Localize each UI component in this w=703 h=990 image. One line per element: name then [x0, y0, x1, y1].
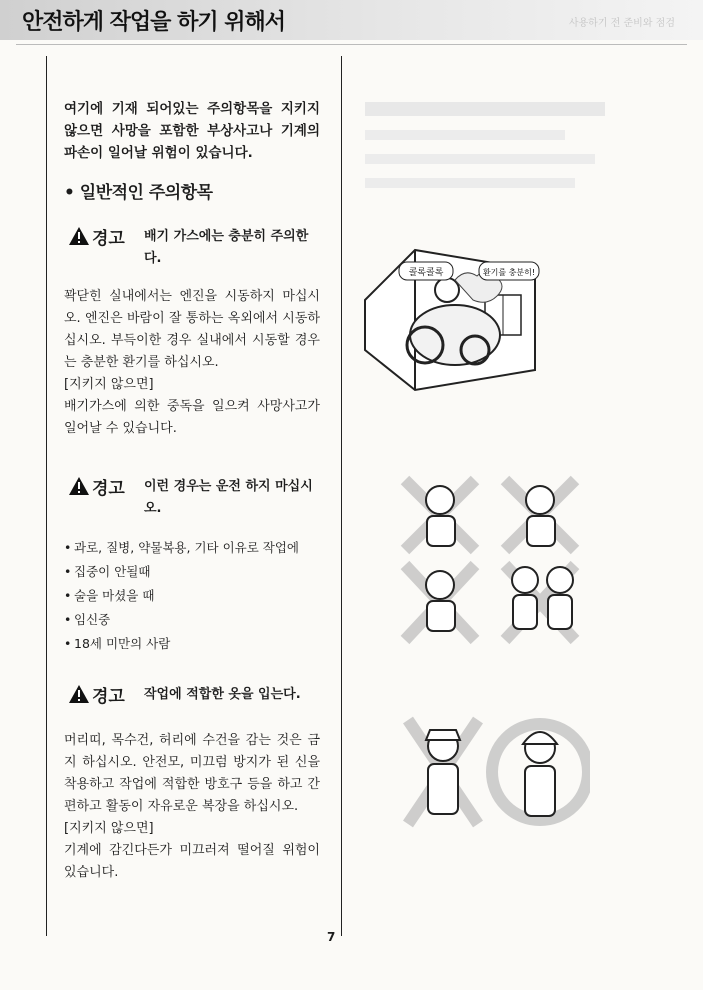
- list-item: • 임신중: [64, 608, 320, 632]
- warning-label: 경고: [92, 229, 125, 249]
- section-heading-block: [64, 178, 320, 203]
- warning-triangle-icon: [68, 476, 90, 496]
- list-item: • 과로, 질병, 약물복용, 기타 이유로 작업에: [64, 536, 320, 560]
- column-divider: [341, 56, 342, 936]
- list-item: • 집중이 안될때: [64, 560, 320, 584]
- page-number: 7: [327, 930, 336, 944]
- consequence-text: 기계에 감긴다든가 미끄러져 떨어질 위험이 있습니다.: [64, 843, 320, 880]
- warning-title: 작업에 적합한 옷을 입는다.: [144, 687, 301, 702]
- unfit-workers-illustration: [395, 470, 595, 650]
- consequence-text: 배기가스에 의한 중독을 일으켜 사망사고가 일어날 수 있습니다.: [64, 399, 320, 436]
- warning-title: 배기 가스에는 충분히 주의한다.: [144, 229, 309, 266]
- exhaust-room-illustration: [355, 240, 545, 400]
- warning-triangle-icon: [68, 226, 90, 246]
- page-title: 안전하게 작업을 하기 위해서: [22, 10, 286, 35]
- condition-list: [64, 536, 320, 656]
- list-item: • 술을 마셨을 때: [64, 584, 320, 608]
- header-ghost-text: 사용하기 전 준비와 점검: [568, 18, 675, 29]
- warning-body: 머리띠, 목수건, 허리에 수건을 감는 것은 금지 하십시오. 안전모, 미끄럼 방지가 된 신을 착용하고 작업에 적합한 방호구 등을 하고 간편하고 활동이 자유로운 복장을 하십시오.: [64, 733, 320, 814]
- bleed-through-text: [365, 98, 625, 202]
- warning-title: 이런 경우는 운전 하지 마십시오.: [144, 479, 313, 516]
- warning-3-body: [64, 730, 320, 884]
- warning-triangle-icon: [68, 684, 90, 704]
- left-margin-rule: [46, 56, 47, 936]
- list-item: • 18세 미만의 사람: [64, 632, 320, 656]
- consequence-heading: [지키지 않으면]: [64, 821, 154, 836]
- speech-bubble-cough: 콜록콜록: [408, 268, 444, 278]
- section-title: • 일반적인 주의항목: [64, 183, 213, 203]
- warning-label: 경고: [92, 687, 125, 707]
- intro-block: [64, 98, 320, 164]
- warning-body: 꽉닫힌 실내에서는 엔진을 시동하지 마십시오. 엔진은 바람이 잘 통하는 옥외에서 시동하십시오. 부득이한 경우 실내에서 시동할 경우는 충분한 환기를 하십시오.: [64, 289, 320, 370]
- consequence-heading: [지키지 않으면]: [64, 377, 154, 392]
- warning-label: 경고: [92, 479, 125, 499]
- speech-bubble-ventilate: 환기를 충분히!: [482, 268, 536, 277]
- intro-text: 여기에 기재 되어있는 주의항목을 지키지 않으면 사망을 포함한 부상사고나 기계의 파손이 일어날 위험이 있습니다.: [64, 101, 320, 161]
- warning-2-body: [64, 536, 320, 656]
- warning-3-header: [64, 684, 320, 728]
- header-rule: [16, 44, 687, 45]
- warning-2-header: [64, 476, 320, 520]
- warning-1-header: [64, 226, 320, 270]
- warning-1-body: [64, 286, 320, 440]
- clothing-comparison-illustration: [400, 712, 590, 832]
